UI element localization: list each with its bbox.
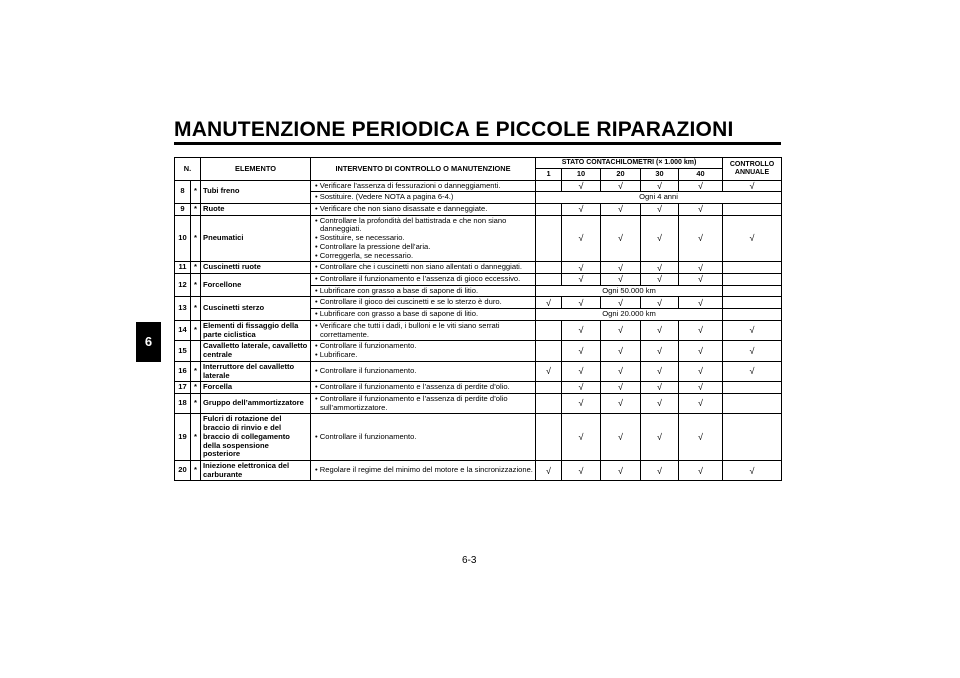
check-cell [723, 285, 782, 297]
check-mark-icon: √ [657, 398, 662, 409]
check-mark-icon: √ [657, 297, 662, 308]
check-mark-icon: √ [618, 465, 623, 476]
table-row [175, 414, 782, 461]
intervention-line: • Controllare il funzionamento. [315, 366, 417, 376]
intervention-line: • Lubrificare con grasso a base di sapone di litio. [315, 309, 479, 319]
row-number: 19 [175, 414, 191, 461]
check-cell [723, 382, 782, 394]
title-underline [174, 142, 781, 145]
header-km-20: 20 [601, 169, 641, 181]
check-mark-icon: √ [546, 297, 551, 308]
check-cell [562, 204, 601, 216]
check-mark-icon: √ [749, 465, 755, 476]
intervention-cell [311, 460, 536, 480]
check-mark-icon: √ [578, 366, 584, 377]
row-number: 9 [175, 204, 191, 216]
table-row [175, 204, 782, 216]
element-name: Ruote [201, 204, 311, 216]
dealer-service-star: * [191, 361, 201, 381]
check-cell [601, 393, 641, 413]
element-name: Forcella [201, 382, 311, 394]
check-mark-icon: √ [698, 297, 703, 308]
check-cell [723, 341, 782, 361]
dealer-service-star [191, 341, 201, 361]
check-mark-icon: √ [698, 366, 703, 377]
check-mark-icon: √ [698, 465, 703, 476]
check-cell [562, 382, 601, 394]
table-row [175, 341, 782, 361]
intervention-cell [311, 382, 536, 394]
dealer-service-star: * [191, 274, 201, 297]
dealer-service-star: * [191, 393, 201, 413]
page-title: MANUTENZIONE PERIODICA E PICCOLE RIPARAZIONI [174, 118, 734, 141]
check-cell [641, 215, 679, 262]
intervention-cell [311, 320, 536, 340]
check-cell [601, 320, 641, 340]
check-mark-icon: √ [698, 204, 703, 215]
row-number: 18 [175, 393, 191, 413]
dealer-service-star: * [191, 320, 201, 340]
check-mark-icon: √ [618, 180, 623, 191]
check-cell [536, 262, 562, 274]
check-mark-icon: √ [546, 465, 551, 476]
check-mark-icon: √ [618, 297, 623, 308]
dealer-service-star: * [191, 414, 201, 461]
maintenance-table-container [174, 157, 781, 481]
check-cell [601, 180, 641, 192]
element-name: Cuscinetti ruote [201, 262, 311, 274]
check-cell [723, 460, 782, 480]
check-cell [641, 361, 679, 381]
intervention-line: • Controllare che i cuscinetti non siano allentati o danneggiati. [315, 262, 522, 272]
dealer-service-star: * [191, 180, 201, 203]
check-cell [562, 262, 601, 274]
check-cell [562, 341, 601, 361]
intervention-line: • Lubrificare. [315, 350, 358, 360]
row-number: 11 [175, 262, 191, 274]
check-cell [641, 414, 679, 461]
table-row [175, 382, 782, 394]
check-cell [723, 180, 782, 192]
check-cell [536, 180, 562, 192]
intervention-cell [311, 285, 536, 297]
table-row [175, 262, 782, 274]
check-mark-icon: √ [578, 465, 584, 476]
intervention-line: • Controllare la profondità del battistrada e che non siano danneggiati. [315, 215, 507, 234]
header-km-10: 10 [562, 169, 601, 181]
check-cell [601, 361, 641, 381]
check-cell [641, 320, 679, 340]
intervention-line: • Verificare che non siano disassate e danneggiate. [315, 204, 488, 213]
check-cell [562, 320, 601, 340]
check-mark-icon: √ [546, 366, 551, 377]
table-row [175, 215, 782, 262]
check-cell [679, 361, 723, 381]
check-cell [679, 414, 723, 461]
interval-span-cell: Ogni 20.000 km [536, 309, 723, 321]
intervention-line: • Regolare il regime del minimo del motore e la sincronizzazione. [315, 465, 533, 475]
dealer-service-star: * [191, 204, 201, 216]
interval-span-cell: Ogni 50.000 km [536, 285, 723, 297]
check-cell [562, 393, 601, 413]
intervention-line: • Verificare l’assenza di fessurazioni o danneggiamenti. [315, 180, 501, 190]
check-mark-icon: √ [618, 274, 623, 285]
check-cell [641, 382, 679, 394]
intervention-cell [311, 204, 536, 216]
check-mark-icon: √ [698, 325, 703, 336]
check-cell [723, 274, 782, 286]
check-cell [679, 320, 723, 340]
check-cell [601, 414, 641, 461]
dealer-service-star: * [191, 215, 201, 262]
check-mark-icon: √ [618, 398, 623, 409]
check-cell [723, 262, 782, 274]
check-cell [641, 180, 679, 192]
intervention-cell [311, 393, 536, 413]
check-mark-icon: √ [578, 204, 584, 215]
check-cell [723, 204, 782, 216]
dealer-service-star: * [191, 262, 201, 274]
intervention-cell [311, 414, 536, 461]
intervention-cell [311, 262, 536, 274]
element-name: Forcellone [201, 274, 311, 297]
check-cell [679, 204, 723, 216]
check-cell [679, 382, 723, 394]
check-mark-icon: √ [698, 382, 703, 393]
check-mark-icon: √ [578, 274, 584, 285]
intervention-line: • Controllare il funzionamento e l’assenza di perdite d’olio sull’ammortizzatore. [315, 393, 508, 412]
check-cell [641, 262, 679, 274]
check-cell [679, 393, 723, 413]
check-cell [536, 393, 562, 413]
intervention-line: • Controllare il funzionamento. [315, 431, 417, 441]
intervention-line: • Verificare che tutti i dadi, i bulloni e le viti siano serrati correttamente. [315, 320, 500, 339]
check-mark-icon: √ [657, 325, 662, 336]
check-mark-icon: √ [657, 432, 662, 442]
check-cell [679, 341, 723, 361]
check-cell [536, 341, 562, 361]
row-number: 10 [175, 215, 191, 262]
intervention-cell [311, 297, 536, 309]
check-mark-icon: √ [657, 204, 662, 215]
dealer-service-star: * [191, 460, 201, 480]
check-mark-icon: √ [618, 366, 623, 377]
check-cell [723, 320, 782, 340]
check-cell [601, 204, 641, 216]
intervention-cell [311, 309, 536, 321]
check-cell [536, 274, 562, 286]
check-cell [723, 309, 782, 321]
intervention-cell [311, 180, 536, 192]
element-name: Gruppo dell’ammortizzatore [201, 393, 311, 413]
intervention-line: • Sostituire. (Vedere NOTA a pagina 6-4.) [315, 192, 454, 202]
maintenance-table [174, 157, 782, 481]
check-mark-icon: √ [698, 398, 703, 409]
check-mark-icon: √ [749, 345, 755, 356]
check-mark-icon: √ [749, 180, 755, 191]
check-cell [723, 361, 782, 381]
check-mark-icon: √ [657, 233, 662, 244]
element-name: Iniezione elettronica del carburante [201, 460, 311, 480]
check-cell [562, 215, 601, 262]
intervention-line: • Controllare il funzionamento. [315, 341, 417, 351]
check-mark-icon: √ [698, 233, 703, 244]
check-mark-icon: √ [657, 274, 662, 285]
table-row [175, 180, 782, 192]
check-mark-icon: √ [698, 180, 703, 191]
header-km-30: 30 [641, 169, 679, 181]
row-number: 17 [175, 382, 191, 394]
check-cell [679, 215, 723, 262]
dealer-service-star: * [191, 297, 201, 320]
check-cell [679, 460, 723, 480]
check-cell [536, 414, 562, 461]
check-mark-icon: √ [618, 233, 623, 244]
check-cell [562, 460, 601, 480]
table-row [175, 297, 782, 309]
intervention-cell [311, 361, 536, 381]
check-cell [601, 215, 641, 262]
header-element: ELEMENTO [201, 158, 311, 181]
intervention-line: • Controllare il funzionamento e l’assenza di gioco eccessivo. [315, 274, 521, 284]
check-mark-icon: √ [618, 345, 623, 356]
row-number: 12 [175, 274, 191, 297]
check-mark-icon: √ [657, 180, 662, 191]
row-number: 15 [175, 341, 191, 361]
check-mark-icon: √ [657, 262, 662, 273]
header-annual-check: CONTROLLO ANNUALE [723, 158, 782, 181]
check-mark-icon: √ [578, 325, 584, 336]
check-mark-icon: √ [749, 325, 755, 336]
check-cell [601, 382, 641, 394]
check-cell [723, 215, 782, 262]
page-number: 6-3 [462, 555, 477, 566]
check-cell [562, 274, 601, 286]
check-cell [536, 215, 562, 262]
check-mark-icon: √ [657, 366, 662, 377]
intervention-cell [311, 192, 536, 204]
check-mark-icon: √ [578, 297, 584, 308]
check-mark-icon: √ [698, 274, 703, 285]
check-cell [641, 460, 679, 480]
row-number: 14 [175, 320, 191, 340]
check-cell [536, 320, 562, 340]
table-row [175, 393, 782, 413]
check-mark-icon: √ [657, 465, 662, 476]
interval-span-cell: Ogni 4 anni [536, 192, 782, 204]
check-mark-icon: √ [657, 382, 662, 393]
check-cell [536, 361, 562, 381]
header-intervention: INTERVENTO DI CONTROLLO O MANUTENZIONE [311, 158, 536, 181]
element-name: Tubi freno [201, 180, 311, 203]
check-cell [641, 393, 679, 413]
check-mark-icon: √ [618, 432, 623, 442]
check-mark-icon: √ [578, 432, 584, 442]
element-name: Pneumatici [201, 215, 311, 262]
element-name: Cavalletto laterale, cavalletto centrale [201, 341, 311, 361]
table-row [175, 460, 782, 480]
check-cell [562, 414, 601, 461]
header-no: N. [175, 158, 201, 181]
check-cell [641, 274, 679, 286]
check-cell [679, 262, 723, 274]
intervention-cell [311, 215, 536, 262]
intervention-line: • Correggerla, se necessario. [315, 250, 414, 260]
check-mark-icon: √ [578, 262, 584, 273]
check-cell [601, 274, 641, 286]
dealer-service-star: * [191, 382, 201, 394]
intervention-cell [311, 341, 536, 361]
check-mark-icon: √ [618, 262, 623, 273]
check-cell [562, 180, 601, 192]
element-name: Cuscinetti sterzo [201, 297, 311, 320]
check-mark-icon: √ [578, 398, 584, 409]
check-cell [536, 460, 562, 480]
check-mark-icon: √ [698, 432, 703, 442]
check-cell [679, 274, 723, 286]
intervention-line: • Controllare la pressione dell’aria. [315, 241, 431, 251]
header-odometer: STATO CONTACHILOMETRI (× 1.000 km) [536, 158, 723, 169]
check-cell [536, 204, 562, 216]
element-name: Interruttore del cavalletto laterale [201, 361, 311, 381]
check-cell [641, 204, 679, 216]
check-cell [536, 297, 562, 309]
row-number: 20 [175, 460, 191, 480]
check-cell [562, 297, 601, 309]
row-number: 13 [175, 297, 191, 320]
intervention-line: • Lubrificare con grasso a base di sapone di litio. [315, 285, 479, 295]
table-row [175, 361, 782, 381]
check-mark-icon: √ [578, 233, 584, 244]
check-mark-icon: √ [618, 325, 623, 336]
check-mark-icon: √ [657, 345, 662, 356]
check-cell [601, 341, 641, 361]
intervention-line: • Controllare il gioco dei cuscinetti e se lo sterzo è duro. [315, 297, 502, 307]
table-row [175, 320, 782, 340]
intervention-line: • Controllare il funzionamento e l’assenza di perdite d’olio. [315, 382, 510, 392]
header-km-40: 40 [679, 169, 723, 181]
row-number: 16 [175, 361, 191, 381]
row-number: 8 [175, 180, 191, 203]
check-cell [562, 361, 601, 381]
check-cell [723, 297, 782, 309]
check-mark-icon: √ [618, 204, 623, 215]
chapter-tab: 6 [136, 322, 161, 362]
check-mark-icon: √ [698, 262, 703, 273]
check-cell [641, 341, 679, 361]
intervention-line: • Sostituire, se necessario. [315, 233, 405, 243]
check-mark-icon: √ [749, 233, 755, 244]
check-mark-icon: √ [749, 366, 755, 377]
check-mark-icon: √ [578, 180, 584, 191]
check-mark-icon: √ [578, 345, 584, 356]
check-cell [723, 393, 782, 413]
check-mark-icon: √ [698, 345, 703, 356]
check-cell [641, 297, 679, 309]
element-name: Fulcri di rotazione del braccio di rinvio e del braccio di collegamento della sospensione posteriore [201, 414, 311, 461]
check-mark-icon: √ [578, 382, 584, 393]
check-cell [679, 297, 723, 309]
check-cell [679, 180, 723, 192]
header-km-1: 1 [536, 169, 562, 181]
element-name: Elementi di fissaggio della parte ciclistica [201, 320, 311, 340]
intervention-cell [311, 274, 536, 286]
table-row [175, 274, 782, 286]
check-cell [536, 382, 562, 394]
check-mark-icon: √ [618, 382, 623, 393]
table-body [175, 180, 782, 481]
check-cell [601, 297, 641, 309]
check-cell [601, 460, 641, 480]
check-cell [723, 414, 782, 461]
check-cell [601, 262, 641, 274]
